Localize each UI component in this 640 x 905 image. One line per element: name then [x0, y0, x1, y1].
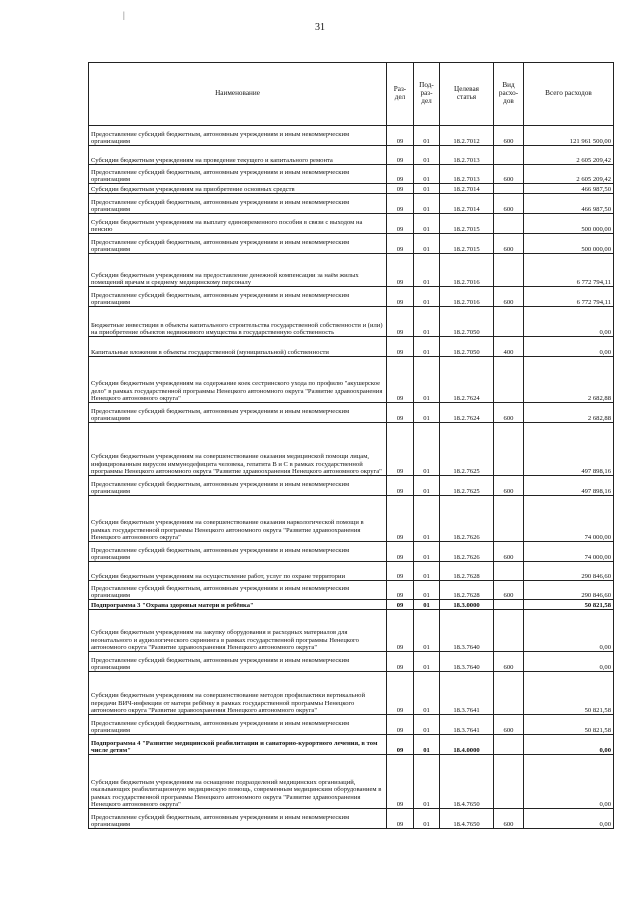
cell-razdel: 09 — [387, 165, 414, 184]
cell-razdel: 09 — [387, 184, 414, 194]
table-row — [89, 214, 614, 234]
cell-total: 0,00 — [524, 755, 614, 809]
cell-razdel: 09 — [387, 307, 414, 337]
cell-target: 18.2.7016 — [440, 254, 494, 287]
cell-vid — [494, 610, 524, 652]
cell-vid — [494, 562, 524, 581]
table-row — [89, 476, 614, 496]
cell-razdel: 09 — [387, 214, 414, 234]
cell-target: 18.2.7015 — [440, 214, 494, 234]
table-row — [89, 715, 614, 735]
cell-total: 497 898,16 — [524, 476, 614, 496]
cell-vid — [494, 254, 524, 287]
cell-vid: 400 — [494, 337, 524, 357]
cell-total: 290 846,60 — [524, 581, 614, 600]
cell-name: Предоставление субсидий бюджетным, автономным учреждениям и иным некоммерческим организациям — [89, 287, 387, 307]
cell-vid: 600 — [494, 126, 524, 146]
table-row — [89, 735, 614, 755]
table-row — [89, 496, 614, 542]
cell-podrazdel: 01 — [414, 652, 440, 672]
cell-podrazdel: 01 — [414, 562, 440, 581]
cell-target: 18.2.7050 — [440, 307, 494, 337]
table-row — [89, 165, 614, 184]
cell-podrazdel: 01 — [414, 194, 440, 214]
table-row — [89, 672, 614, 715]
cell-podrazdel: 01 — [414, 214, 440, 234]
cell-target: 18.2.7050 — [440, 337, 494, 357]
cell-target: 18.2.7624 — [440, 403, 494, 423]
cell-vid: 600 — [494, 403, 524, 423]
cell-vid — [494, 496, 524, 542]
cell-razdel: 09 — [387, 735, 414, 755]
cell-vid — [494, 357, 524, 403]
cell-name: Субсидии бюджетным учреждениям на приобретение основных средств — [89, 184, 387, 194]
cell-total: 6 772 794,11 — [524, 254, 614, 287]
cell-target: 18.4.7650 — [440, 809, 494, 829]
table-row — [89, 652, 614, 672]
cell-razdel: 09 — [387, 254, 414, 287]
cell-vid: 600 — [494, 715, 524, 735]
cell-total: 0,00 — [524, 610, 614, 652]
cell-target: 18.2.7625 — [440, 476, 494, 496]
cell-podrazdel: 01 — [414, 735, 440, 755]
table-row — [89, 184, 614, 194]
cell-name: Предоставление субсидий бюджетным, автономным учреждениям и иным некоммерческим организациям — [89, 194, 387, 214]
cell-target: 18.2.7628 — [440, 562, 494, 581]
cell-vid: 600 — [494, 652, 524, 672]
cell-razdel: 09 — [387, 496, 414, 542]
cell-vid — [494, 146, 524, 165]
cell-podrazdel: 01 — [414, 755, 440, 809]
cell-podrazdel: 01 — [414, 496, 440, 542]
cell-razdel: 09 — [387, 600, 414, 610]
cell-name: Предоставление субсидий бюджетным, автономным учреждениям и иным некоммерческим организациям — [89, 234, 387, 254]
cell-razdel: 09 — [387, 403, 414, 423]
cell-target: 18.2.7628 — [440, 581, 494, 600]
table-row — [89, 254, 614, 287]
cell-total: 0,00 — [524, 735, 614, 755]
table-row — [89, 307, 614, 337]
cell-name: Подпрограмма 3 "Охрана здоровья матери и ребёнка" — [89, 600, 387, 610]
table-row — [89, 562, 614, 581]
table-row — [89, 337, 614, 357]
table-row — [89, 234, 614, 254]
cell-target: 18.2.7014 — [440, 194, 494, 214]
table-header-row — [89, 63, 614, 126]
cell-name: Бюджетные инвестиции в объекты капитального строительства государственной собственности и (или) на приобретение объектов недвижимого имущества в государственную собственность — [89, 307, 387, 337]
cell-razdel: 09 — [387, 126, 414, 146]
table-row — [89, 126, 614, 146]
table-row — [89, 287, 614, 307]
cell-total: 74 000,00 — [524, 542, 614, 562]
cell-podrazdel: 01 — [414, 337, 440, 357]
cell-total: 74 000,00 — [524, 496, 614, 542]
cell-total: 0,00 — [524, 809, 614, 829]
table-row — [89, 542, 614, 562]
cell-razdel: 09 — [387, 715, 414, 735]
cell-target: 18.2.7016 — [440, 287, 494, 307]
cell-name: Субсидии бюджетным учреждениям на совершенствование оказания медицинской помощи лицам, инфицированным вирусом иммунодефицита человека, гепатита В и С в рамках государственной программы Ненецкого автономного округа "Развитие здравоохранения Ненецкого автономного округа" — [89, 423, 387, 476]
cell-podrazdel: 01 — [414, 146, 440, 165]
cell-razdel: 09 — [387, 581, 414, 600]
cell-name: Субсидии бюджетным учреждениям на выплату единовременного пособия в связи с выходом на пенсию — [89, 214, 387, 234]
cell-podrazdel: 01 — [414, 287, 440, 307]
cell-podrazdel: 01 — [414, 165, 440, 184]
cell-target: 18.3.7641 — [440, 715, 494, 735]
cell-vid — [494, 214, 524, 234]
cell-vid — [494, 672, 524, 715]
cell-total: 500 000,00 — [524, 214, 614, 234]
cell-total: 2 682,88 — [524, 403, 614, 423]
table-row — [89, 600, 614, 610]
cell-total: 50 821,58 — [524, 600, 614, 610]
page-number: 31 — [315, 22, 325, 33]
budget-table — [88, 62, 614, 829]
header-vid: Вид расхо- дов — [494, 63, 524, 126]
cell-total: 500 000,00 — [524, 234, 614, 254]
cell-total: 290 846,60 — [524, 562, 614, 581]
cell-target: 18.3.7641 — [440, 672, 494, 715]
cell-total: 0,00 — [524, 307, 614, 337]
cell-podrazdel: 01 — [414, 581, 440, 600]
cell-podrazdel: 01 — [414, 610, 440, 652]
header-podrazdel: Под- раз- дел — [414, 63, 440, 126]
cell-total: 50 821,58 — [524, 715, 614, 735]
table-row — [89, 809, 614, 829]
header-name: Наименование — [89, 63, 387, 126]
cell-total: 466 987,50 — [524, 184, 614, 194]
cell-podrazdel: 01 — [414, 234, 440, 254]
corner-mark: | — [123, 10, 125, 20]
cell-target: 18.2.7012 — [440, 126, 494, 146]
cell-podrazdel: 01 — [414, 542, 440, 562]
cell-target: 18.3.7640 — [440, 610, 494, 652]
cell-name: Субсидии бюджетным учреждениям на закупку оборудования и расходных материалов для неонатального и аудиологического скрининга в рамках государственной программы Ненецкого автономного округа "Развитие здравоохранения Ненецкого автономного округа" — [89, 610, 387, 652]
cell-name: Предоставление субсидий бюджетным, автономным учреждениям и иным некоммерческим организациям — [89, 652, 387, 672]
cell-name: Субсидии бюджетным учреждениям на осуществление работ, услуг по охране территории — [89, 562, 387, 581]
cell-podrazdel: 01 — [414, 357, 440, 403]
cell-total: 2 682,88 — [524, 357, 614, 403]
cell-razdel: 09 — [387, 423, 414, 476]
cell-podrazdel: 01 — [414, 600, 440, 610]
header-target: Целевая статья — [440, 63, 494, 126]
cell-name: Предоставление субсидий бюджетным, автономным учреждениям и иным некоммерческим организациям — [89, 476, 387, 496]
cell-vid — [494, 735, 524, 755]
cell-target: 18.2.7624 — [440, 357, 494, 403]
table-row — [89, 610, 614, 652]
cell-total: 497 898,16 — [524, 423, 614, 476]
table-row — [89, 194, 614, 214]
cell-vid: 600 — [494, 542, 524, 562]
cell-total: 0,00 — [524, 337, 614, 357]
cell-vid — [494, 755, 524, 809]
cell-name: Предоставление субсидий бюджетным, автономным учреждениям и иным некоммерческим организациям — [89, 542, 387, 562]
cell-total: 6 772 794,11 — [524, 287, 614, 307]
table-row — [89, 403, 614, 423]
cell-name: Предоставление субсидий бюджетным, автономным учреждениям и иным некоммерческим организациям — [89, 126, 387, 146]
cell-name: Капитальные вложения в объекты государственной (муниципальной) собственности — [89, 337, 387, 357]
cell-razdel: 09 — [387, 476, 414, 496]
cell-name: Субсидии бюджетным учреждениям на проведение текущего и капитального ремонта — [89, 146, 387, 165]
cell-podrazdel: 01 — [414, 672, 440, 715]
cell-target: 18.2.7626 — [440, 542, 494, 562]
cell-name: Субсидии бюджетным учреждениям на оснащение подразделений медицинских организаций, оказывающих реабилитационную медицинскую помощь, современным медицинским оборудованием в рамках государственной программы Ненецкого автономного округа "Развитие здравоохранения Ненецкого автономного округа" — [89, 755, 387, 809]
cell-razdel: 09 — [387, 672, 414, 715]
cell-target: 18.3.0000 — [440, 600, 494, 610]
cell-vid: 600 — [494, 234, 524, 254]
cell-total: 50 821,58 — [524, 672, 614, 715]
cell-target: 18.4.7650 — [440, 755, 494, 809]
cell-razdel: 09 — [387, 542, 414, 562]
cell-vid: 600 — [494, 581, 524, 600]
cell-vid: 600 — [494, 476, 524, 496]
cell-name: Субсидии бюджетным учреждениям на совершенствование оказания наркологической помощи в рамках государственной программы Ненецкого автономного округа "Развитие здравоохранения Ненецкого автономного округа" — [89, 496, 387, 542]
cell-podrazdel: 01 — [414, 809, 440, 829]
header-razdel: Раз- дел — [387, 63, 414, 126]
table-row — [89, 755, 614, 809]
cell-name: Предоставление субсидий бюджетным, автономным учреждениям и иным некоммерческим организациям — [89, 715, 387, 735]
cell-target: 18.2.7013 — [440, 165, 494, 184]
cell-target: 18.2.7014 — [440, 184, 494, 194]
cell-name: Подпрограмма 4 "Развитие медицинской реабилитации и санаторно-курортного лечения, в том числе детям" — [89, 735, 387, 755]
cell-vid — [494, 423, 524, 476]
cell-name: Предоставление субсидий бюджетным, автономным учреждениям и иным некоммерческим организациям — [89, 403, 387, 423]
cell-podrazdel: 01 — [414, 126, 440, 146]
cell-vid: 600 — [494, 165, 524, 184]
table-row — [89, 423, 614, 476]
cell-razdel: 09 — [387, 146, 414, 165]
cell-total: 2 605 209,42 — [524, 146, 614, 165]
cell-target: 18.2.7625 — [440, 423, 494, 476]
cell-total: 121 961 500,00 — [524, 126, 614, 146]
cell-podrazdel: 01 — [414, 184, 440, 194]
cell-vid: 600 — [494, 809, 524, 829]
table-row — [89, 581, 614, 600]
cell-razdel: 09 — [387, 287, 414, 307]
table-row — [89, 357, 614, 403]
header-total: Всего расходов — [524, 63, 614, 126]
cell-podrazdel: 01 — [414, 254, 440, 287]
cell-razdel: 09 — [387, 562, 414, 581]
cell-name: Предоставление субсидий бюджетным, автономным учреждениям и иным некоммерческим организациям — [89, 809, 387, 829]
cell-razdel: 09 — [387, 194, 414, 214]
cell-total: 2 605 209,42 — [524, 165, 614, 184]
cell-vid — [494, 600, 524, 610]
cell-podrazdel: 01 — [414, 307, 440, 337]
cell-target: 18.2.7015 — [440, 234, 494, 254]
cell-podrazdel: 01 — [414, 403, 440, 423]
cell-podrazdel: 01 — [414, 715, 440, 735]
cell-vid: 600 — [494, 287, 524, 307]
cell-name: Субсидии бюджетным учреждениям на предоставление денежной компенсации за наём жилых помещений врачам и среднему медицинскому персоналу — [89, 254, 387, 287]
cell-target: 18.3.7640 — [440, 652, 494, 672]
cell-name: Субсидии бюджетным учреждениям на совершенствование методов профилактики вертикальной передачи ВИЧ-инфекции от матери ребёнку в рамках государственной программы Ненецкого автономного округа "Развитие здравоохранения Ненецкого автономного округа" — [89, 672, 387, 715]
table-row — [89, 146, 614, 165]
cell-target: 18.2.7013 — [440, 146, 494, 165]
cell-name: Субсидии бюджетным учреждениям на содержание коек сестринского ухода по профилю "акушерское дело" в рамках государственной программы Ненецкого автономного округа "Развитие здравоохранения Ненецкого автономного округа" — [89, 357, 387, 403]
cell-razdel: 09 — [387, 234, 414, 254]
cell-razdel: 09 — [387, 652, 414, 672]
cell-razdel: 09 — [387, 337, 414, 357]
cell-razdel: 09 — [387, 610, 414, 652]
cell-vid — [494, 184, 524, 194]
cell-vid — [494, 307, 524, 337]
cell-razdel: 09 — [387, 755, 414, 809]
cell-total: 0,00 — [524, 652, 614, 672]
cell-vid: 600 — [494, 194, 524, 214]
cell-razdel: 09 — [387, 809, 414, 829]
cell-podrazdel: 01 — [414, 423, 440, 476]
table-body — [89, 126, 614, 829]
cell-razdel: 09 — [387, 357, 414, 403]
cell-podrazdel: 01 — [414, 476, 440, 496]
cell-total: 466 987,50 — [524, 194, 614, 214]
cell-name: Предоставление субсидий бюджетным, автономным учреждениям и иным некоммерческим организациям — [89, 165, 387, 184]
cell-name: Предоставление субсидий бюджетным, автономным учреждениям и иным некоммерческим организациям — [89, 581, 387, 600]
cell-target: 18.2.7626 — [440, 496, 494, 542]
cell-target: 18.4.0000 — [440, 735, 494, 755]
